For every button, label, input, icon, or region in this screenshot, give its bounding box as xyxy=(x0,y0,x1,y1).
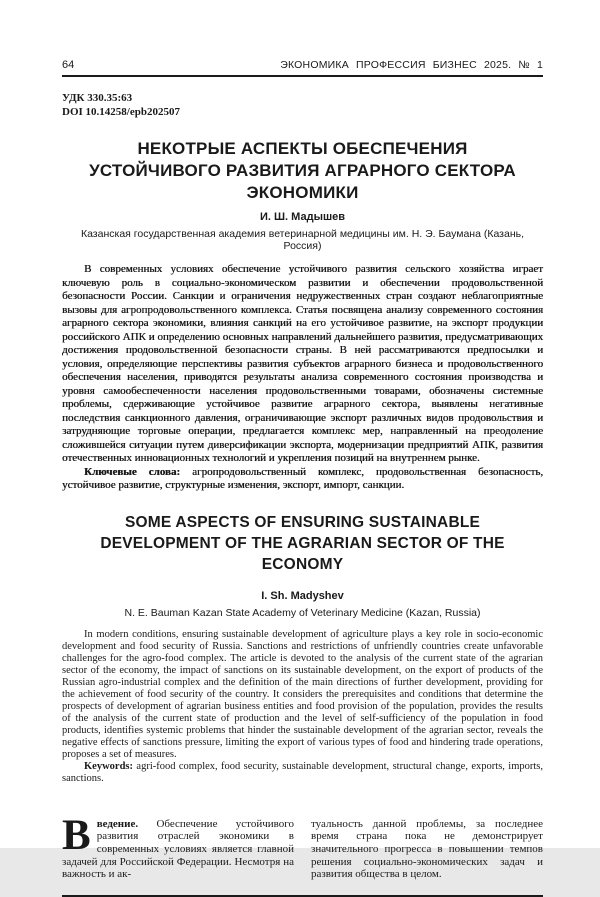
header-rule xyxy=(62,75,543,77)
drop-cap: В xyxy=(62,811,91,859)
affiliation-ru: Казанская государственная академия ветеринарной медицины им. Н. Э. Баумана (Казань, Россия) xyxy=(80,228,525,252)
keywords-ru xyxy=(62,466,543,493)
keywords-label-ru: Ключевые слова: xyxy=(84,465,181,478)
article-title-en: SOME ASPECTS OF ENSURING SUSTAINABLE DEVELOPMENT OF THE AGRARIAN SECTOR OF THE ECONOMY xyxy=(100,513,505,573)
page-number: 64 xyxy=(62,59,75,71)
keywords-en xyxy=(62,761,543,785)
intro-left-text: Обеспечение устойчивого развития отраслей экономики в современных условиях является главной задачей для Российской Федерации. Несмотря на важность и ак- xyxy=(62,817,294,881)
doi-code: DOI 10.14258/epb202507 xyxy=(62,105,180,118)
keywords-list-en: agri-food complex, food security, sustainable development, structural change, exports, imports, sanctions. xyxy=(62,760,544,784)
journal-title: ЭКОНОМИКА ПРОФЕССИЯ БИЗНЕС 2025. № 1 xyxy=(280,59,543,71)
running-head xyxy=(62,59,543,71)
intro-lead-word: ведение. xyxy=(96,817,139,830)
keywords-list-ru: агропродовольственный комплекс, продовольственная безопасность, устойчивое развитие, структурные изменения, экспорт, импорт, санкции. xyxy=(62,465,544,491)
intro-right-column: туальность данной проблемы, за последнее время страна пока не демонстрирует значительного прогресса в повышении темпов решения социально-экономических задач и развития общества в целом. xyxy=(311,817,543,881)
introduction-section xyxy=(62,811,543,882)
article-title-ru: НЕКОТРЫЕ АСПЕКТЫ ОБЕСПЕЧЕНИЯ УСТОЙЧИВОГО РАЗВИТИЯ АГРАРНОГО СЕКТОРА ЭКОНОМИКИ xyxy=(89,139,516,202)
author-name-ru: И. Ш. Мадышев xyxy=(259,211,346,223)
author-name-en: I. Sh. Madyshev xyxy=(261,589,344,602)
article-meta xyxy=(62,92,543,119)
udk-code: УДК 330.35:63 xyxy=(62,92,133,104)
affiliation-en: N. E. Bauman Kazan State Academy of Veterinary Medicine (Kazan, Russia) xyxy=(124,606,481,619)
keywords-label-en: Keywords: xyxy=(84,760,133,772)
abstract-en: In modern conditions, ensuring sustainable development of agriculture plays a key role in socio-economic development and food security of Russia. Sanctions and restrictions of unfriendly countries create unfavorable challenges for the agro-food complex. The article is devoted to the analysis of the current state of the agrarian sector of the economy, the impact of sanctions on its sustainable development, on the export of products of the Russian agro-industrial complex and the definition of the main directions of further development, providing for the achievement of food security of the country. It considers the prerequisites and conditions that determine the prospects of development of agrarian business entities and food provision of the population, provides the results of the analysis of the current state of production and the level of self-sufficiency of the population in food products, identifies systemic problems that hinder the sustainable development of the agrarian sector, reveals the negative effects of sanctions pressure, limiting the export of various types of food and hindering trade operations, proposes a set of measures. xyxy=(62,628,543,760)
abstract-ru: В современных условиях обеспечение устойчивого развития сельского хозяйства играет ключевую роль в социально-экономическом развитии и обеспечении продовольственной безопасности России. Санкции и ограничения недружественных стран создают неблагоприятные вызовы для агропродовольственного комплекса. Статья посвящена анализу современного состояния аграрного сектора экономики, влияния санкций на его устойчивое развитие, на экспорт продукции российского АПК и определению основных направлений дальнейшего развития, предусматривающих достижения продовольственной безопасности страны. В ней рассматриваются предпосылки и условия, определяющие перспективы развития субъектов аграрного бизнеса и продовольственного обеспечения населения, приводятся результаты анализа современного состояния производства и уровня самообеспеченности населения продовольственными товарами, обозначены системные проблемы, сдерживающие устойчивое развитие аграрного сектора, выявлены негативные последствия санкционного давления, ограничивающие экспорт различных видов продовольствия и затрудняющие торговые операции, предлагается комплекс мер, направленный на преодоление сложившейся ситуации путем диверсификации экспорта, модернизации предприятий АПК, развития отечественных инновационных технологий и укрепления позиций на внутреннем рынке. xyxy=(62,263,543,464)
intro-left-column xyxy=(62,811,294,882)
